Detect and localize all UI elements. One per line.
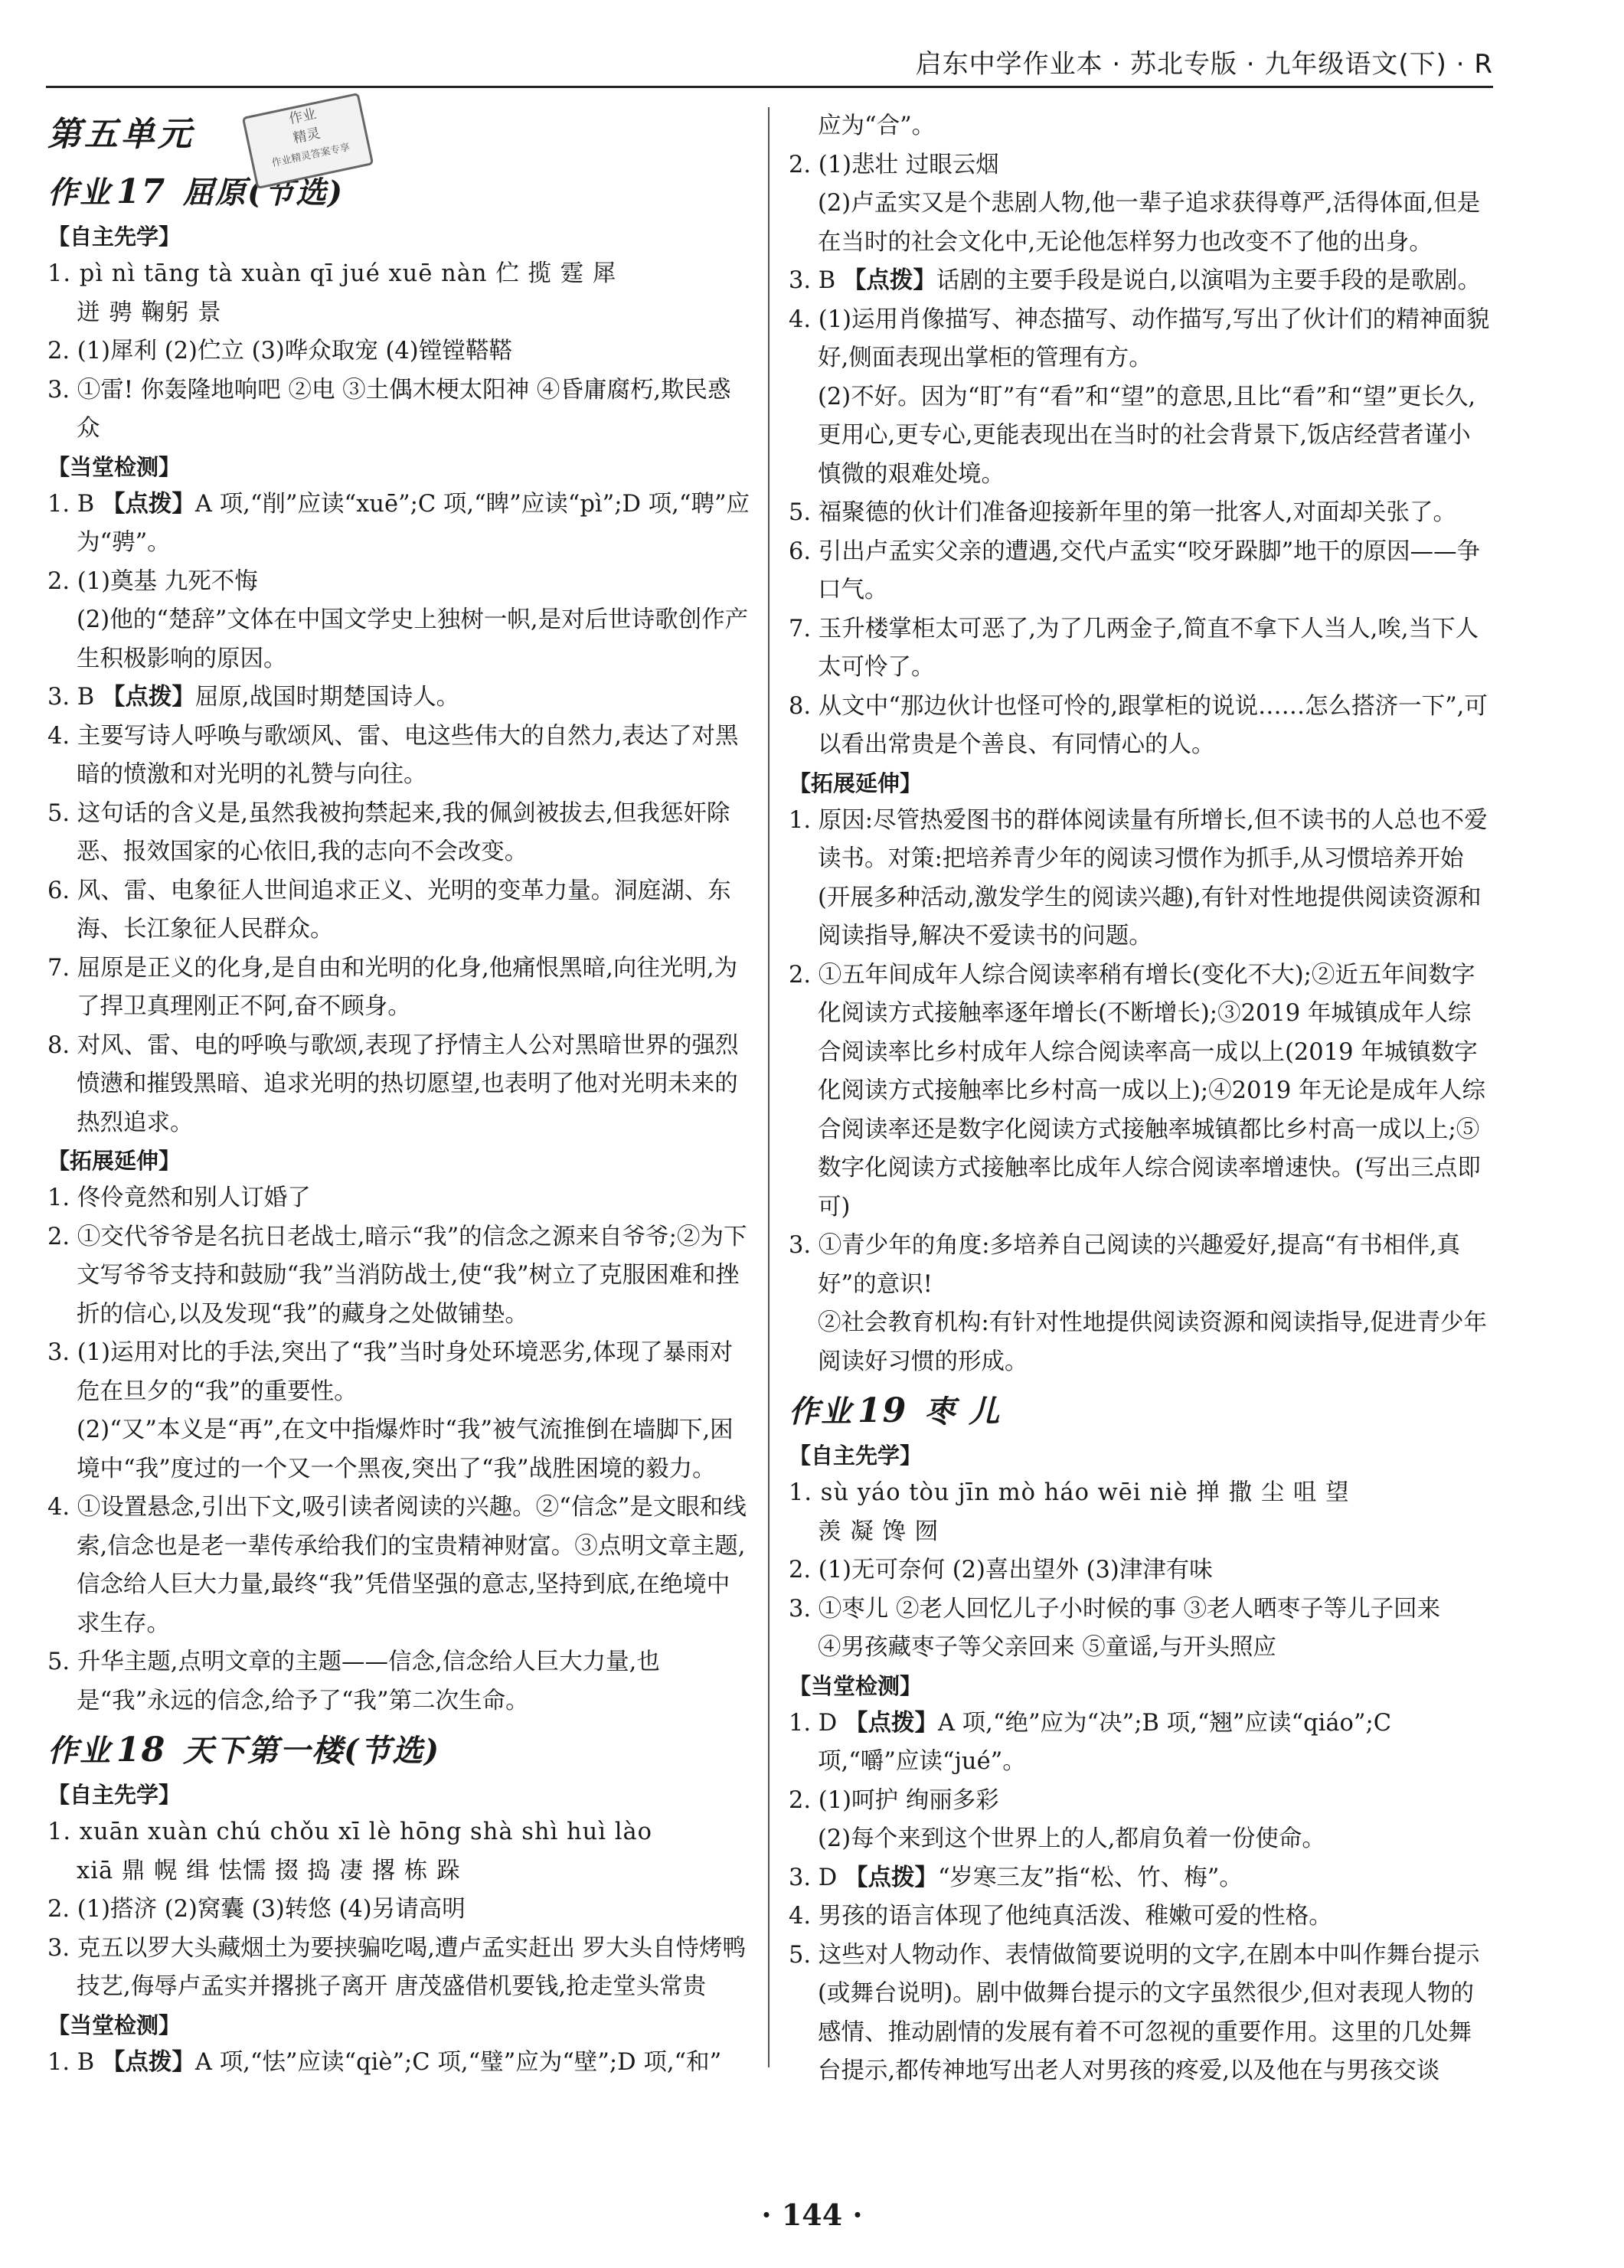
hw17-s1-q3: 3. ①雷! 你轰隆地响吧 ②电 ③土偶木梗太阳神 ④昏庸腐朽,欺民惑众 <box>47 376 731 442</box>
hw17-s3-q1: 1. 佟伶竟然和别人订婚了 <box>47 1185 311 1211</box>
answer: 1. B <box>47 2048 102 2076</box>
column-divider <box>768 107 770 2067</box>
hw18-s1-q2: 2. (1)搭济 (2)窝囊 (3)转悠 (4)另请高明 <box>47 1896 466 1923</box>
hw17-section-self-study: 【自主先学】 <box>47 224 181 250</box>
hw17-s2-q2b: (2)他的“楚辞”文体在中国文学史上独树一帜,是对后世诗歌创作产生积极影响的原因。 <box>77 606 749 672</box>
hw19-title <box>789 1386 1493 1437</box>
hw19-s2-q4: 4. 男孩的语言体现了他纯真活泼、稚嫩可爱的性格。 <box>789 1903 1332 1930</box>
page-number: · 144 · <box>761 2198 863 2232</box>
hw18-name: 天下第一楼(节选) <box>183 1733 441 1769</box>
hw17-number: 17 <box>116 172 167 211</box>
hw17-s2-q3 <box>47 678 752 717</box>
hw18-s1-q1b: xiā 鼎 幌 缉 怯懦 掇 捣 凄 撂 栋 跺 <box>77 1857 461 1884</box>
hw17-s2-q1 <box>47 485 752 563</box>
hw18-s2-q3 <box>789 262 1493 301</box>
hw17-s2-q6: 6. 风、雷、电象征人世间追求正义、光明的变革力量。洞庭湖、东海、长江象征人民群众。 <box>47 877 731 943</box>
hw17-section-test: 【当堂检测】 <box>47 453 181 480</box>
hw17-section-extension: 【拓展延伸】 <box>47 1148 181 1174</box>
hw19-number: 19 <box>858 1391 908 1430</box>
stamp-line-3: 作业精灵答案专享 <box>270 141 351 170</box>
hw19-s2-q1 <box>789 1704 1493 1782</box>
tip-label: 【点拨】 <box>844 1709 938 1737</box>
right-column <box>789 107 1493 2091</box>
hw18-s3-q1: 1. 原因:尽管热爱图书的群体阅读量有所增长,但不读书的人总也不爱读书。对策:把培养青少年的阅读习惯作为抓手,从习惯培养开始(开展多种活动,激发学生的阅读兴趣),有针对性地提供阅读资源和阅读指导,解决不爱读书的问题。 <box>789 806 1488 949</box>
hw18-section-self-study: 【自主先学】 <box>47 1782 181 1808</box>
hw17-s3-q3b: (2)“又”本义是“再”,在文中指爆炸时“我”被气流推倒在墙脚下,困境中“我”度过的一个又一个黑夜,突出了“我”战胜困境的毅力。 <box>77 1417 734 1482</box>
hw18-s2-q5: 5. 福聚德的伙计们准备迎接新年里的第一批客人,对面却关张了。 <box>789 499 1456 526</box>
stamp-line-2: 精灵 <box>291 125 322 147</box>
hw18-s2-q2a: 2. (1)悲壮 过眼云烟 <box>789 151 999 178</box>
hw19-s1-q2: 2. (1)无可奈何 (2)喜出望外 (3)津津有味 <box>789 1557 1213 1583</box>
hw19-s1-q3a: 3. ①枣儿 ②老人回忆儿子小时候的事 ③老人晒枣子等儿子回来 <box>789 1595 1441 1623</box>
unit-title <box>47 106 752 170</box>
page-header <box>46 43 1493 88</box>
hw18-s2-q1-cont: 应为“合”。 <box>818 113 936 139</box>
left-column <box>47 107 752 2082</box>
unit-title-text: 第五单元 <box>47 115 194 154</box>
hw17-s2-q4: 4. 主要写诗人呼唤与歌颂风、雷、电这些伟大的自然力,表达了对黑暗的愤激和对光明的礼赞与向往。 <box>47 722 739 788</box>
hw19-section-self-study: 【自主先学】 <box>789 1443 923 1469</box>
hw19-s2-q2b: (2)每个来到这个世界上的人,都肩负着一份使命。 <box>818 1825 1325 1852</box>
hw19-s1-q1b: 羡 凝 馋 囫 <box>818 1518 939 1545</box>
hw18-prefix: 作业 <box>47 1733 112 1769</box>
hw19-section-test: 【当堂检测】 <box>789 1672 923 1699</box>
hw17-s2-q5: 5. 这句话的含义是,虽然我被拘禁起来,我的佩剑被拔去,但我惩奸除恶、报效国家的心依旧,我的志向不会改变。 <box>47 799 730 865</box>
tip-label: 【点拨】 <box>101 2048 195 2076</box>
hw18-s2-q6: 6. 引出卢孟实父亲的遭遇,交代卢孟实“咬牙跺脚”地干的原因——争口气。 <box>789 538 1481 603</box>
answer: 1. D <box>789 1709 845 1737</box>
tip-text: A 项,“怯”应读“qiè”;C 项,“璧”应为“壁”;D 项,“和” <box>194 2048 722 2076</box>
hw17-s3-q4: 4. ①设置悬念,引出下文,吸引读者阅读的兴趣。②“信念”是文眼和线索,信念也是老一辈传承给我们的宝贵精神财富。③点明文章主题,信念给人巨大力量,最终“我”凭借坚强的意志,坚持到底,在绝境中求生存。 <box>47 1494 747 1637</box>
answer: 1. B <box>47 490 102 518</box>
hw19-s1-q1a: 1. sù yáo tòu jīn mò háo wēi niè 掸 撒 尘 咀 望 <box>789 1479 1350 1506</box>
answer: 3. B <box>47 684 102 711</box>
hw18-s2-q2b: (2)卢孟实又是个悲剧人物,他一辈子追求获得尊严,活得体面,但是在当时的社会文化中,无论他怎样努力也改变不了他的出身。 <box>818 190 1481 256</box>
hw18-s2-q4b: (2)不好。因为“盯”有“看”和“望”的意思,且比“看”和“望”更长久,更用心,更专心,更能表现出在当时的社会背景下,饭店经营者谨小慎微的艰难处境。 <box>818 383 1476 488</box>
header-title: 启东中学作业本 · 苏北专版 · 九年级语文(下) · R <box>915 49 1493 80</box>
tip-label: 【点拨】 <box>842 267 936 294</box>
tip-text: A 项,“绝”应为“决”;B 项,“翘”应读“qiáo”;C 项,“嚼”应读“jué”。 <box>818 1709 1392 1775</box>
hw18-number: 18 <box>116 1730 167 1770</box>
hw18-s3-q3b: ②社会教育机构:有针对性地提供阅读资源和阅读指导,促进青少年阅读好习惯的形成。 <box>818 1309 1487 1375</box>
hw17-s2-q7: 7. 屈原是正义的化身,是自由和光明的化身,他痛恨黑暗,向往光明,为了捍卫真理刚正不阿,奋不顾身。 <box>47 954 738 1020</box>
hw18-s2-q8: 8. 从文中“那边伙计也怪可怜的,跟掌柜的说说……怎么搭济一下”,可以看出常贵是个善良、有同情心的人。 <box>789 692 1488 758</box>
hw19-s2-q2a: 2. (1)呵护 绚丽多彩 <box>789 1786 999 1814</box>
hw18-section-test: 【当堂检测】 <box>47 2011 181 2038</box>
tip-label: 【点拨】 <box>101 684 195 711</box>
hw18-s1-q1a: 1. xuān xuàn chú chǒu xī lè hōng shà shì huì lào <box>47 1819 652 1845</box>
hw17-s3-q3a: 3. (1)运用对比的手法,突出了“我”当时身处环境恶劣,体现了暴雨对危在旦夕的“我”的重要性。 <box>47 1339 734 1405</box>
hw18-s3-q3a: 3. ①青少年的角度:多培养自己阅读的兴趣爱好,提高“有书相伴,真好”的意识! <box>789 1232 1461 1298</box>
hw17-s3-q5: 5. 升华主题,点明文章的主题——信念,信念给人巨大力量,也是“我”永远的信念,给予了“我”第二次生命。 <box>47 1649 660 1714</box>
hw18-s2-q1 <box>47 2044 752 2083</box>
hw18-section-extension: 【拓展延伸】 <box>789 770 923 796</box>
tip-label: 【点拨】 <box>101 490 195 518</box>
tip-text: A 项,“削”应读“xuē”;C 项,“睥”应读“pì”;D 项,“聘”应为“骋”。 <box>77 490 750 556</box>
answer: 3. B <box>789 267 843 294</box>
hw19-name: 枣 儿 <box>924 1394 1002 1430</box>
hw17-name: 屈原(节选) <box>183 175 345 211</box>
stamp-line-1: 作业 <box>287 106 319 128</box>
hw18-s3-q2: 2. ①五年间成年人综合阅读率稍有增长(变化不大);②近五年间数字化阅读方式接触率逐年增长(不断增长);③2019 年城镇成年人综合阅读率比乡村成年人综合阅读率高一成以上(2019 年城镇数字化阅读方式接触率比乡村高一成以上);④2019 年无论是成年人综合阅读率还是数字化阅读方式接触率城镇都比乡村高一成以上;⑤数字化阅读方式接触率比成年人综合阅读率增速快。(写出三点即可) <box>789 961 1485 1221</box>
hw19-s2-q5: 5. 这些对人物动作、表情做简要说明的文字,在剧本中叫作舞台提示(或舞台说明)。剧中做舞台提示的文字虽然很少,但对表现人物的感情、推动剧情的发展有着不可忽视的重要作用。这里的几处舞台提示,都传神地写出老人对男孩的疼爱,以及他在与男孩交谈 <box>789 1941 1480 2084</box>
hw17-title <box>47 167 752 218</box>
hw18-s2-q4a: 4. (1)运用肖像描写、神态描写、动作描写,写出了伙计们的精神面貌好,侧面表现出掌柜的管理有方。 <box>789 306 1490 371</box>
hw17-s2-q8: 8. 对风、雷、电的呼唤与歌颂,表现了抒情主人公对黑暗世界的强烈愤懑和摧毁黑暗、追求光明的热切愿望,也表明了他对光明未来的热烈追求。 <box>47 1031 739 1136</box>
hw19-s1-q3b: ④男孩藏枣子等父亲回来 ⑤童谣,与开头照应 <box>818 1634 1276 1661</box>
hw17-s1-q1b: 迸 骋 鞠躬 景 <box>77 299 222 326</box>
hw17-s2-q2a: 2. (1)奠基 九死不悔 <box>47 567 258 595</box>
hw17-prefix: 作业 <box>47 175 112 211</box>
tip-label: 【点拨】 <box>844 1864 938 1891</box>
hw18-s1-q3: 3. 克五以罗大头藏烟土为要挟骗吃喝,遭卢孟实赶出 罗大头自恃烤鸭技艺,侮辱卢孟实并撂挑子离开 唐茂盛借机要钱,抢走堂头常贵 <box>47 1934 747 2000</box>
tip-text: 话剧的主要手段是说白,以演唱为主要手段的是歌剧。 <box>936 267 1482 294</box>
answer: 3. D <box>789 1864 845 1891</box>
hw17-s1-q2: 2. (1)犀利 (2)伫立 (3)哗众取宠 (4)镗镗鞳鞳 <box>47 338 512 364</box>
hw18-title <box>47 1725 752 1776</box>
hw18-s2-q7: 7. 玉升楼掌柜太可恶了,为了几两金子,简直不拿下人当人,唉,当下人太可怜了。 <box>789 615 1479 681</box>
hw17-s3-q2: 2. ①交代爷爷是名抗日老战士,暗示“我”的信念之源来自爷爷;②为下文写爷爷支持和鼓励“我”当消防战士,使“我”树立了克服困难和挫折的信心,以及发现“我”的藏身之处做铺垫。 <box>47 1223 747 1328</box>
tip-text: “岁寒三友”指“松、竹、梅”。 <box>937 1864 1243 1891</box>
hw19-s2-q3 <box>789 1859 1493 1898</box>
hw19-prefix: 作业 <box>789 1394 853 1430</box>
hw17-s1-q1a: 1. pì nì tāng tà xuàn qī jué xuē nàn 伫 揽 霆 犀 <box>47 260 617 287</box>
tip-text: 屈原,战国时期楚国诗人。 <box>194 684 460 711</box>
